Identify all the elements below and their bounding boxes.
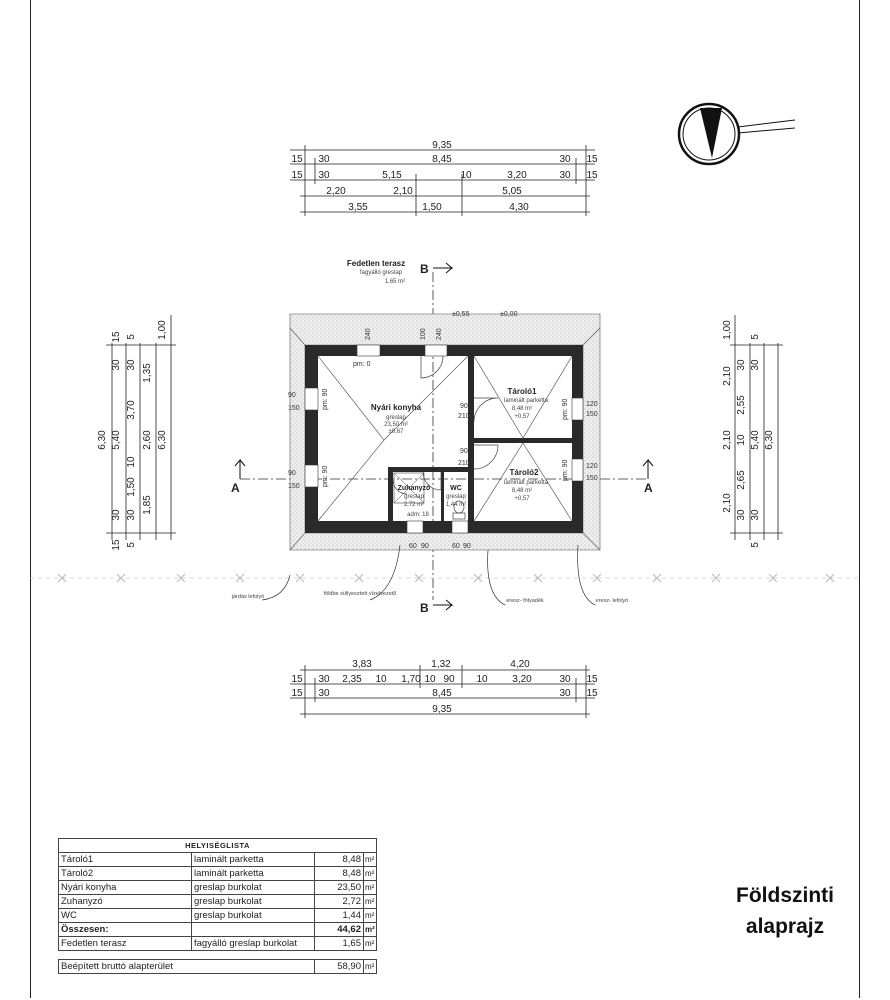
room-name-storage1: Tároló1	[507, 387, 537, 396]
dim-top-r3-d: 10	[460, 170, 472, 181]
dim-top-r2-e: 15	[586, 154, 598, 165]
dim-bot-r2-c: 2,35	[342, 674, 362, 685]
right-dimension-chain	[730, 315, 783, 540]
dim-left-c3-g: 5	[126, 542, 137, 548]
dim-right-c2-d: 2,65	[736, 470, 747, 490]
dim-top-r2-a: 15	[291, 154, 303, 165]
dim-right-c1-c: 2,10	[722, 430, 733, 450]
dim-bot-r3-e: 15	[586, 688, 598, 699]
dim-bot-r3-a: 15	[291, 688, 303, 699]
dim-right-c3-c: 5,40	[750, 430, 761, 450]
dim-bot-r1-b: 1,32	[431, 659, 451, 670]
table-row: Nyári konyha greslap burkolat 23,50 m²	[59, 881, 377, 895]
schedule-total-row: Összesen: 44,62 m²	[59, 923, 377, 937]
dim-bot-r2-i: 3,20	[512, 674, 532, 685]
dim-right-overall: 6,30	[764, 430, 775, 450]
dim-top-r3-e: 3,20	[507, 170, 527, 181]
wc-note: adm: 18	[407, 512, 429, 518]
dim-left-c4-b: 2,60	[142, 430, 153, 450]
dim-left-c2-b: 30	[111, 509, 122, 521]
dim-top-r3-g: 15	[586, 170, 598, 181]
dim-right-c2-c: 10	[736, 434, 747, 446]
schedule-built-area-row: Beépített bruttó alapterület 58,90 m²	[59, 960, 377, 974]
opening-inner2-w: 90	[460, 448, 468, 455]
opening-bottom-a: 60	[409, 543, 417, 550]
room-material-shower: greslap	[404, 494, 424, 500]
room-level-kitchen: ±0,67	[388, 429, 404, 435]
dim-bot-r2-a: 15	[291, 674, 303, 685]
leader-lines	[262, 545, 595, 605]
dim-bot-overall: 9,35	[432, 704, 452, 715]
dim-bot-r1-c: 4,20	[510, 659, 530, 670]
north-arrow-icon	[679, 104, 795, 164]
opening-inner1-w: 90	[460, 403, 468, 410]
dim-bot-r3-c: 8,45	[432, 688, 452, 699]
opening-bottom-b: 90	[421, 543, 429, 550]
dim-left-c3-f: 30	[126, 509, 137, 521]
dim-left-c3-d: 10	[126, 456, 137, 468]
terrace-area: 1,65 m²	[384, 279, 406, 285]
note-eaves-1: eresz- fólyadék	[506, 598, 544, 604]
opening-inner2-h: 210	[458, 460, 470, 467]
table-row: Tároló1 laminált parketta 8,48 m²	[59, 853, 377, 867]
room-material-storage2: laminált parketta	[503, 480, 549, 486]
terrace-name: Fedetlen terasz	[346, 259, 406, 268]
dim-right-c2-a: 30	[736, 359, 747, 371]
dim-top-r3-b: 30	[318, 170, 330, 181]
dim-top-r5-a: 3,55	[348, 202, 368, 213]
opening-bottom-d: 90	[463, 543, 471, 550]
opening-top-left-pm: pm: 0	[353, 361, 371, 368]
opening-top-door-w: 100	[420, 328, 427, 340]
dim-right-c1-b: 2,10	[722, 366, 733, 386]
opening-left-lower-w: 90	[288, 470, 296, 477]
dim-top-r4-b: 2,10	[393, 186, 413, 197]
room-level-storage1: +0,57	[514, 414, 530, 420]
opening-right-lower-w: 120	[586, 463, 598, 470]
table-row: WC greslap burkolat 1,44 m²	[59, 909, 377, 923]
dim-bot-r3-b: 30	[318, 688, 330, 699]
dim-bot-r2-g: 90	[443, 674, 455, 685]
dim-bot-r2-d: 10	[375, 674, 387, 685]
opening-top-door-h: 240	[436, 328, 443, 340]
room-area-wc: 1,44 m²	[445, 502, 467, 508]
dim-left-c2-c: 5,40	[111, 430, 122, 450]
dim-right-c1-d: 2,10	[722, 493, 733, 513]
dim-top-r3-f: 30	[559, 170, 571, 181]
room-name-shower: Zuhanyzó	[397, 485, 431, 492]
drawing-title-line1: Földszinti	[736, 884, 834, 907]
room-material-wc: greslap	[446, 494, 466, 500]
opening-left-upper-pm: pm: 90	[322, 388, 329, 410]
dim-bot-r2-h: 10	[476, 674, 488, 685]
dim-top-r2-b: 30	[318, 154, 330, 165]
dim-right-c2-b: 2,55	[736, 395, 747, 415]
dim-top-r4-c: 5,05	[502, 186, 522, 197]
dim-left-c2-a: 15	[111, 539, 122, 551]
dim-bot-r3-d: 30	[559, 688, 571, 699]
note-drain-1: járdás lefolyó	[231, 594, 265, 600]
dim-top-r5-b: 1,50	[422, 202, 442, 213]
room-area-kitchen: 23,50 m²	[384, 422, 408, 428]
dim-left-c5-a: 1,00	[157, 320, 168, 340]
terrace-material: fagyálló greslap	[359, 270, 403, 276]
opening-top-left-h: 240	[365, 328, 372, 340]
site-boundary-line	[30, 574, 860, 582]
dim-top-r5-c: 4,30	[509, 202, 529, 213]
room-name-storage2: Tároló2	[509, 468, 539, 477]
room-area-storage1: 8,48 m²	[511, 406, 533, 412]
terrace-callout	[347, 259, 405, 285]
dim-right-c3-e: 5	[750, 542, 761, 548]
section-label-b-bottom: B	[420, 601, 429, 615]
dim-top-r2-c: 8,45	[432, 154, 452, 165]
room-area-storage2: 8,48 m²	[511, 488, 533, 494]
dim-bot-r2-k: 15	[586, 674, 598, 685]
room-name-wc: WC	[450, 485, 462, 492]
opening-right-upper-w: 120	[586, 401, 598, 408]
dim-bot-r2-e: 1,70	[401, 674, 421, 685]
opening-right-upper-pm: pm: 90	[562, 398, 569, 420]
opening-right-lower-pm: pm: 90	[562, 459, 569, 481]
opening-right-upper-h: 150	[586, 411, 598, 418]
note-eaves-2: eresz- lefolyó	[595, 598, 629, 604]
dim-left-c4-a: 1,35	[142, 363, 153, 383]
dim-right-c1-a: 1,00	[722, 320, 733, 340]
room-area-shower: 2,72 m²	[403, 502, 425, 508]
dim-right-c3-b: 30	[750, 359, 761, 371]
dim-left-c2-e: 15	[111, 331, 122, 343]
dim-bot-r2-b: 30	[318, 674, 330, 685]
dim-top-r3-c: 5,15	[382, 170, 402, 181]
note-drain-2: földbe süllyesztett vízelvezető	[323, 591, 397, 597]
opening-inner1-h: 210	[458, 413, 470, 420]
dim-top-r3-a: 15	[291, 170, 303, 181]
opening-left-lower-h: 150	[288, 483, 300, 490]
table-row: Zuhanyzó greslap burkolat 2,72 m²	[59, 895, 377, 909]
dim-top-r2-d: 30	[559, 154, 571, 165]
dim-top-overall: 9,35	[432, 140, 452, 151]
opening-left-upper-w: 90	[288, 392, 296, 399]
dim-left-c3-e: 1,50	[126, 477, 137, 497]
opening-bottom-c: 60	[452, 543, 460, 550]
table-row: Tároló2 laminált parketta 8,48 m²	[59, 867, 377, 881]
section-label-a-right: A	[644, 481, 653, 495]
room-level-storage2: +0,57	[514, 496, 530, 502]
opening-left-upper-h: 150	[288, 405, 300, 412]
dim-right-c3-d: 30	[750, 509, 761, 521]
dim-left-c3-c: 3,70	[126, 400, 137, 420]
room-material-storage1: laminált parketta	[503, 398, 549, 404]
schedule-title: HELYISÉGLISTA	[59, 839, 377, 853]
dim-left-c4-c: 1,85	[142, 495, 153, 515]
room-name-kitchen: Nyári konyha	[370, 403, 422, 412]
dim-left-c2-d: 30	[111, 359, 122, 371]
building-walls	[305, 345, 583, 533]
dim-top-r4-a: 2,20	[326, 186, 346, 197]
drawing-title-line2: alaprajz	[745, 915, 825, 938]
dim-left-c3-b: 30	[126, 359, 137, 371]
schedule-terrace-row: Fedetlen terasz fagyálló greslap burkolat 1,65 m²	[59, 937, 377, 951]
section-label-b-top: B	[420, 262, 429, 276]
section-label-a-left: A	[231, 481, 240, 495]
dim-bot-r1-a: 3,83	[352, 659, 372, 670]
dim-bot-r2-f: 10	[424, 674, 436, 685]
dim-left-c5-b: 6,30	[157, 430, 168, 450]
room-material-kitchen: greslap	[386, 415, 406, 421]
dim-left-overall: 6,30	[97, 430, 108, 450]
opening-top-right-level: ±0,00	[500, 311, 518, 318]
dim-left-c3-a: 5	[126, 334, 137, 340]
opening-top-level: ±0,55	[452, 311, 470, 318]
dim-right-c3-a: 5	[750, 334, 761, 340]
dim-right-c2-e: 30	[736, 509, 747, 521]
opening-right-lower-h: 150	[586, 475, 598, 482]
opening-left-lower-pm: pm: 90	[322, 465, 329, 487]
room-schedule-table	[58, 838, 377, 974]
drawing-title	[720, 880, 850, 942]
left-dimension-chain	[106, 315, 176, 540]
dim-bot-r2-j: 30	[559, 674, 571, 685]
